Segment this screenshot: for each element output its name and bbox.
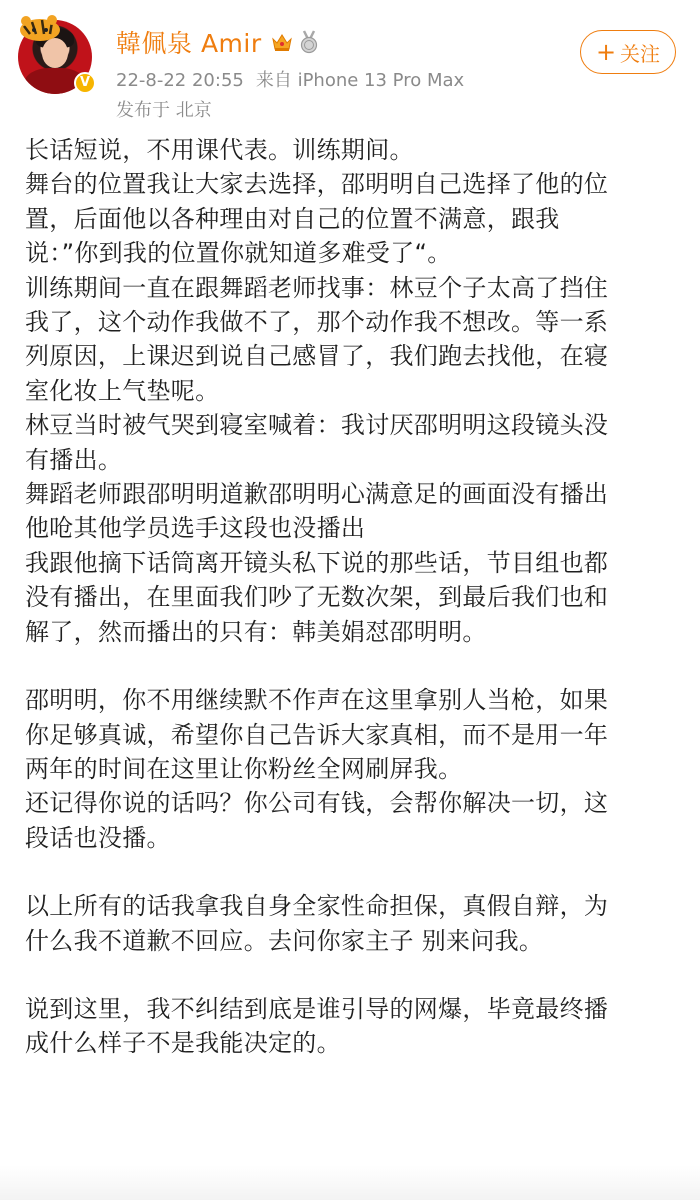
post-line: 以上所有的话我拿我自身全家性命担保，真假自辩，为	[25, 892, 609, 921]
post-line: 有播出。	[25, 445, 123, 474]
post-line: 他呛其他学员选手这段也没播出	[25, 514, 366, 543]
post-line: 训练期间一直在跟舞蹈老师找事：林豆个子太高了挡住	[25, 273, 609, 302]
post-line: 成什么样子不是我能决定的。	[25, 1029, 341, 1058]
follow-button[interactable]	[580, 30, 676, 74]
post-line: 还记得你说的话吗？你公司有钱，会帮你解决一切，这	[25, 789, 609, 818]
post-line: 两年的时间在这里让你粉丝全网刷屏我。	[25, 754, 463, 783]
crown-vip-icon[interactable]	[270, 30, 294, 54]
post-line: 你足够真诚，希望你自己告诉大家真相，而不是用一年	[25, 720, 609, 749]
tiger-decoration-icon	[18, 14, 68, 42]
follow-label: 关注	[620, 41, 661, 66]
post-line: 舞台的位置我让大家去选择，邵明明自己选择了他的位	[25, 170, 609, 199]
post-line: 我跟他摘下话筒离开镜头私下说的那些话，节目组也都	[25, 548, 609, 577]
verified-badge-icon: V	[74, 72, 96, 94]
plus-icon: +	[595, 38, 617, 66]
post-line: 置，后面他以各种理由对自己的位置不满意，跟我	[25, 204, 560, 233]
post-line: 段话也没播。	[25, 823, 171, 852]
avatar[interactable]	[18, 14, 98, 94]
paragraph-gap	[25, 649, 675, 683]
medal-icon[interactable]	[298, 30, 320, 54]
post-source: 来自 iPhone 13 Pro Max	[255, 70, 465, 91]
post-line: 舞蹈老师跟邵明明道歉邵明明心满意足的画面没有播出	[25, 480, 609, 509]
post-line: 什么我不道歉不回应。去问你家主子 别来问我。	[25, 926, 544, 955]
author-name[interactable]: 韓佩泉 Amir	[116, 29, 262, 58]
post-line: 说：”你到我的位置你就知道多难受了“。	[25, 239, 452, 268]
post-header	[0, 0, 700, 130]
paragraph-gap	[25, 958, 675, 992]
post-location: 发布于 北京	[116, 100, 212, 121]
bottom-fade	[0, 1165, 700, 1200]
post-line: 列原因，上课迟到说自己感冒了，我们跑去找他，在寝	[25, 342, 609, 371]
post-line: 邵明明，你不用继续默不作声在这里拿别人当枪，如果	[25, 686, 609, 715]
post-line: 长话短说，不用课代表。训练期间。	[25, 136, 414, 164]
post-line: 我了，这个动作我做不了，那个动作我不想改。等一系	[25, 308, 609, 337]
paragraph-gap	[25, 855, 675, 889]
post-line: 林豆当时被气哭到寝室喊着：我讨厌邵明明这段镜头没	[25, 411, 609, 440]
post-line: 没有播出，在里面我们吵了无数次架，到最后我们也和	[25, 583, 609, 612]
post-line: 解了，然而播出的只有：韩美娟怼邵明明。	[25, 617, 487, 646]
author-row	[116, 24, 320, 60]
post-line: 说到这里，我不纠结到底是谁引导的网爆，毕竟最终播	[25, 994, 609, 1023]
post-date: 22-8-22 20:55	[116, 70, 244, 91]
post-meta	[116, 66, 464, 92]
post-line: 室化妆上气垫呢。	[25, 376, 220, 405]
post-text	[25, 133, 675, 1061]
